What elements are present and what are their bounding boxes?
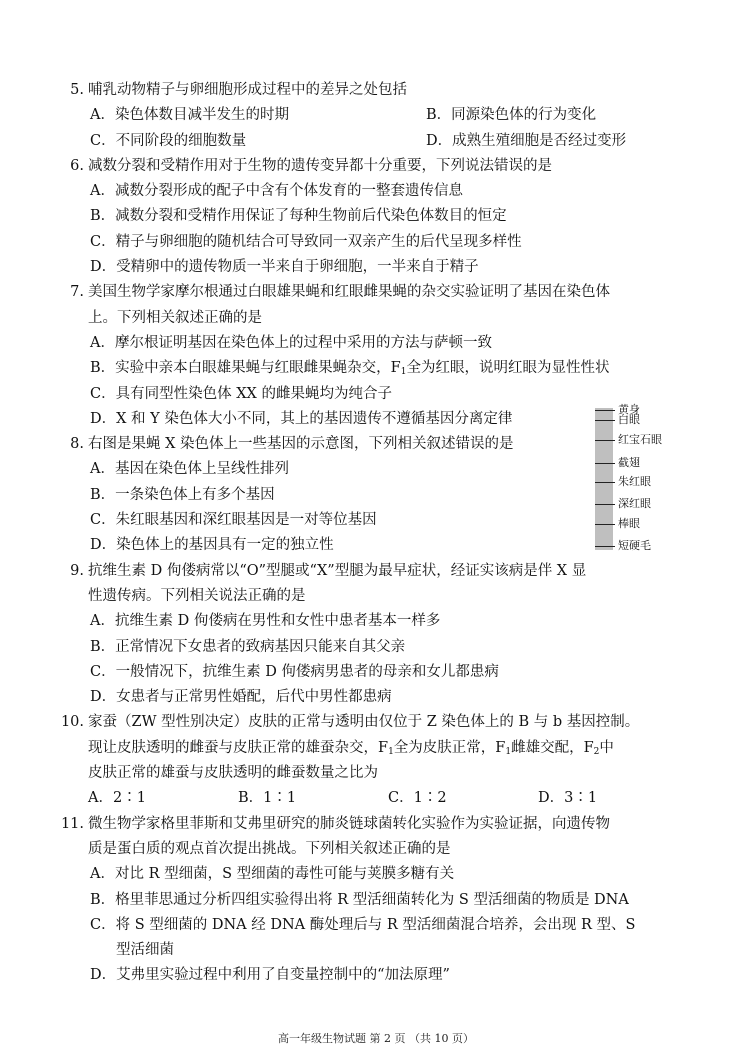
question-7: [70, 280, 688, 305]
gene-tick: [595, 420, 615, 421]
option-row: [88, 129, 688, 154]
question-5: [70, 78, 688, 103]
question-stem: 减数分裂和受精作用对于生物的遗传变异都十分重要，下列说法错误的是: [88, 157, 552, 174]
option-c: C．不同阶段的细胞数量: [90, 132, 247, 149]
x-chromosome-diagram: [592, 403, 692, 556]
question-stem-line-3: 皮肤正常的雄蚕与皮肤透明的雌蚕数量之比为: [88, 765, 378, 782]
stem-text: 现让皮肤透明的雌蚕与皮肤正常的雄蚕杂交，F: [88, 739, 389, 756]
option-b: B．格里菲思通过分析四组实验得出将 R 型活细菌转化为 S 型活细菌的物质是 DNA: [90, 891, 629, 908]
option-a: A．2∶1: [88, 790, 146, 807]
option-row: [88, 103, 688, 128]
question-9-continued: [88, 584, 688, 609]
question-number: 10.: [60, 714, 84, 731]
question-number: 8.: [70, 436, 84, 453]
gene-tick: [595, 440, 615, 441]
option-d: D．成熟生殖细胞是否经过变形: [426, 132, 627, 149]
option-c: C．一般情况下，抗维生素 D 佝偻病男患者的母亲和女儿都患病: [90, 663, 499, 680]
gene-label: 深红眼: [618, 496, 651, 510]
option-a: A．基因在染色体上呈线性排列: [90, 461, 289, 478]
option-d: D．X 和 Y 染色体大小不同，其上的基因遗传不遵循基因分离定律: [90, 410, 513, 427]
question-11: [60, 812, 688, 837]
gene-tick: [595, 463, 615, 464]
question-stem-line-1: 微生物学家格里菲斯和艾弗里研究的肺炎链球菌转化实验作为实验证据，向遗传物: [88, 815, 610, 832]
gene-label: 短硬毛: [618, 539, 651, 552]
question-11-continued: [88, 837, 688, 862]
option-b: B．1∶1: [238, 790, 297, 807]
question-number: 11.: [60, 815, 84, 832]
gene-label: 白眼: [618, 412, 640, 426]
page-footer: 高一年级生物试题 第 2 页 （共 10 页）: [278, 1032, 474, 1045]
option-c: C．1∶2: [388, 790, 447, 807]
option-b: B．正常情况下女患者的致病基因只能来自其父亲: [90, 638, 406, 655]
question-9: [70, 559, 688, 584]
question-stem-line-1: 抗维生素 D 佝偻病常以“O”型腿或“X”型腿为最早症状，经证实该病是伴 X 显: [88, 562, 587, 579]
question-number: 7.: [70, 284, 84, 301]
question-6: [70, 154, 688, 179]
question-stem-line-2: 性遗传病。下列相关说法正确的是: [88, 587, 306, 604]
option-d: D．女患者与正常男性婚配，后代中男性都患病: [90, 689, 392, 706]
question-10: [60, 710, 688, 735]
option-b-text-end: 全为红眼，说明红眼为显性性状: [406, 360, 610, 377]
option-a: A．减数分裂形成的配子中含有个体发育的一整套遗传信息: [90, 183, 463, 200]
option-c-continued: 型活细菌: [116, 942, 174, 959]
gene-tick: [595, 410, 615, 411]
option-a: A．染色体数目减半发生的时期: [90, 107, 289, 124]
gene-tick: [595, 482, 615, 483]
gene-tick: [595, 524, 615, 525]
question-stem: 右图是果蝇 X 染色体上一些基因的示意图，下列相关叙述错误的是: [88, 436, 514, 453]
question-10-continued-2: [88, 761, 688, 786]
question-stem-line-1: 家蚕（ZW 型性别决定）皮肤的正常与透明由仅位于 Z 染色体上的 B 与 b 基因控制。: [88, 714, 640, 731]
question-stem-line-2: 上。下列相关叙述正确的是: [88, 309, 262, 326]
stem-text: 中: [599, 739, 614, 756]
option-a: A．对比 R 型细菌，S 型细菌的毒性可能与荚膜多糖有关: [90, 866, 455, 883]
option-b-text: B．实验中亲本白眼雄果蝇与红眼雌果蝇杂交，F: [90, 360, 401, 377]
question-7-continued: [88, 306, 688, 331]
option-d: D．染色体上的基因具有一定的独立性: [90, 537, 334, 554]
gene-label: 朱红眼: [618, 475, 651, 489]
option-c: C．具有同型性染色体 XX 的雌果蝇均为纯合子: [90, 385, 392, 402]
question-number: 6.: [70, 157, 84, 174]
question-stem-line-1: 美国生物学家摩尔根通过白眼雄果蝇和红眼雌果蝇的杂交实验证明了基因在染色体: [88, 284, 610, 301]
question-number: 5.: [70, 82, 84, 98]
subscript: 1: [388, 746, 394, 757]
chromosome-bar: [595, 408, 613, 550]
option-c: C．精子与卵细胞的随机结合可导致同一双亲产生的后代呈现多样性: [90, 233, 522, 250]
option-c: C．将 S 型细菌的 DNA 经 DNA 酶处理后与 R 型活细菌混合培养，会出现 R 型、S: [90, 916, 636, 933]
gene-label: 棒眼: [618, 517, 640, 531]
option-d: D．3∶1: [538, 790, 598, 807]
subscript: 2: [593, 746, 600, 757]
subscript: 1: [400, 367, 407, 378]
gene-label: 截翅: [618, 456, 640, 470]
option-d: D．受精卵中的遗传物质一半来自于卵细胞，一半来自于精子: [90, 259, 479, 276]
gene-tick: [595, 504, 615, 505]
stem-text: 全为皮肤正常，F: [393, 739, 506, 756]
option-b: [88, 356, 688, 381]
option-c: C．朱红眼基因和深红眼基因是一对等位基因: [90, 512, 377, 529]
option-a: A．抗维生素 D 佝偻病在男性和女性中患者基本一样多: [90, 613, 441, 630]
option-b: B．一条染色体上有多个基因: [90, 486, 275, 503]
gene-tick: [595, 546, 615, 547]
option-d: D．艾弗里实验过程中利用了自变量控制中的“加法原理”: [90, 967, 450, 984]
option-a: A．摩尔根证明基因在染色体上的过程中采用的方法与萨顿一致: [90, 334, 492, 351]
question-stem: 哺乳动物精子与卵细胞形成过程中的差异之处包括: [88, 82, 407, 98]
stem-text: 雌雄交配，F: [511, 739, 594, 756]
question-stem-line-2: 质是蛋白质的观点首次提出挑战。下列相关叙述正确的是: [88, 840, 451, 857]
question-10-continued: [88, 736, 688, 761]
option-b: B．减数分裂和受精作用保证了每种生物前后代染色体数目的恒定: [90, 208, 507, 225]
gene-label: 红宝石眼: [618, 432, 662, 446]
subscript: 1: [505, 746, 512, 757]
option-row: [88, 786, 688, 811]
question-number: 9.: [70, 562, 84, 579]
gene-label: 黄身: [618, 403, 640, 416]
option-b: B．同源染色体的行为变化: [426, 107, 597, 124]
